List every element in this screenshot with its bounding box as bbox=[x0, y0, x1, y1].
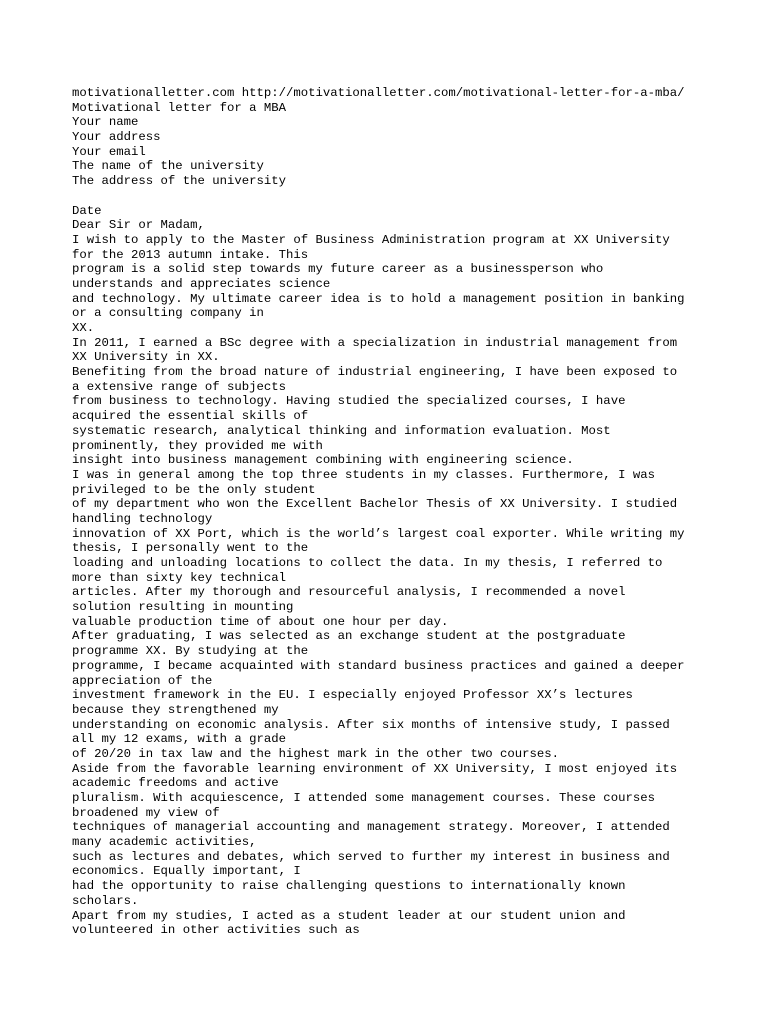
letter-document bbox=[72, 86, 722, 938]
body-text-line: Aside from the favorable learning environment of XX University, I most enjoyed its bbox=[72, 761, 678, 776]
body-text-line: programme XX. By studying at the bbox=[72, 644, 309, 659]
body-text-line: understanding on economic analysis. After six months of intensive study, I passed bbox=[72, 717, 670, 732]
body-text-line: because they strengthened my bbox=[72, 702, 279, 717]
body-text-line: articles. After my thorough and resourceful analysis, I recommended a novel bbox=[72, 585, 626, 600]
body-text-line: or a consulting company in bbox=[72, 306, 264, 321]
recipient-university-address: The address of the university bbox=[72, 174, 287, 189]
body-text-line: such as lectures and debates, which served to further my interest in business and bbox=[72, 849, 670, 864]
body-text-line: thesis, I personally went to the bbox=[72, 541, 309, 556]
body-text-line: acquired the essential skills of bbox=[72, 409, 309, 424]
body-text-line: innovation of XX Port, which is the world’s largest coal exporter. While writing my bbox=[72, 526, 685, 541]
body-text-line: program is a solid step towards my future career as a businessperson who bbox=[72, 262, 604, 277]
body-text-line: privileged to be the only student bbox=[72, 482, 316, 497]
body-text-line: programme, I became acquainted with standard business practices and gained a deeper bbox=[72, 658, 685, 673]
sender-name: Your name bbox=[72, 115, 139, 130]
body-text-line: scholars. bbox=[72, 893, 139, 908]
salutation: Dear Sir or Madam, bbox=[72, 218, 205, 233]
body-text-line: broadened my view of bbox=[72, 805, 220, 820]
body-text-line: solution resulting in mounting bbox=[72, 600, 294, 615]
body-text-line: economics. Equally important, I bbox=[72, 864, 301, 879]
body-text-line: investment framework in the EU. I especially enjoyed Professor XX’s lectures bbox=[72, 688, 633, 703]
source-url-line: motivationalletter.com http://motivationalletter.com/motivational-letter-for-a-mba/ bbox=[72, 86, 685, 100]
body-text-line: had the opportunity to raise challenging questions to internationally known bbox=[72, 879, 626, 894]
sender-address: Your address bbox=[72, 130, 161, 145]
letter-title: Motivational letter for a MBA bbox=[72, 100, 287, 115]
body-text-line: valuable production time of about one hour per day. bbox=[72, 614, 449, 629]
body-text-line: academic freedoms and active bbox=[72, 776, 279, 791]
body-text-line: understands and appreciates science bbox=[72, 276, 331, 291]
body-text-line: Apart from my studies, I acted as a student leader at our student union and bbox=[72, 908, 626, 923]
sender-email: Your email bbox=[72, 144, 146, 159]
body-text-line: and technology. My ultimate career idea is to hold a management position in banking bbox=[72, 291, 685, 306]
body-text-line: loading and unloading locations to collect the data. In my thesis, I referred to bbox=[72, 556, 663, 570]
body-text-line: I was in general among the top three students in my classes. Furthermore, I was bbox=[72, 467, 655, 482]
body-text-line: techniques of managerial accounting and management strategy. Moreover, I attended bbox=[72, 820, 670, 835]
body-text-line: XX University in XX. bbox=[72, 350, 220, 365]
recipient-university-name: The name of the university bbox=[72, 159, 264, 174]
body-text-line: from business to technology. Having studied the specialized courses, I have bbox=[72, 394, 626, 409]
body-text-line: appreciation of the bbox=[72, 673, 213, 688]
body-text-line: XX. bbox=[72, 321, 95, 335]
body-text-line: systematic research, analytical thinking and information evaluation. Most bbox=[72, 423, 611, 438]
body-text-line: insight into business management combining with engineering science. bbox=[72, 453, 574, 468]
body-text-line: In 2011, I earned a BSc degree with a specialization in industrial management from bbox=[72, 335, 678, 350]
body-text-line: for the 2013 autumn intake. This bbox=[72, 247, 309, 262]
body-text-line: I wish to apply to the Master of Business Administration program at XX University bbox=[72, 232, 670, 247]
body-text-line: many academic activities, bbox=[72, 835, 257, 850]
body-text-line: volunteered in other activities such as bbox=[72, 923, 360, 938]
body-text-line: more than sixty key technical bbox=[72, 570, 287, 585]
body-text-line: a extensive range of subjects bbox=[72, 379, 287, 394]
body-text-line: of 20/20 in tax law and the highest mark in the other two courses. bbox=[72, 746, 560, 761]
letter-date: Date bbox=[72, 203, 102, 218]
body-text-line: After graduating, I was selected as an exchange student at the postgraduate bbox=[72, 629, 626, 644]
body-text-line: all my 12 exams, with a grade bbox=[72, 732, 287, 747]
body-text-line: handling technology bbox=[72, 511, 213, 526]
body-text-line: pluralism. With acquiescence, I attended some management courses. These courses bbox=[72, 791, 655, 805]
body-text-line: prominently, they provided me with bbox=[72, 438, 323, 453]
blank-line bbox=[72, 189, 722, 204]
body-text-line: Benefiting from the broad nature of industrial engineering, I have been exposed to bbox=[72, 365, 678, 380]
body-text-line: of my department who won the Excellent Bachelor Thesis of XX University. I studied bbox=[72, 497, 678, 512]
